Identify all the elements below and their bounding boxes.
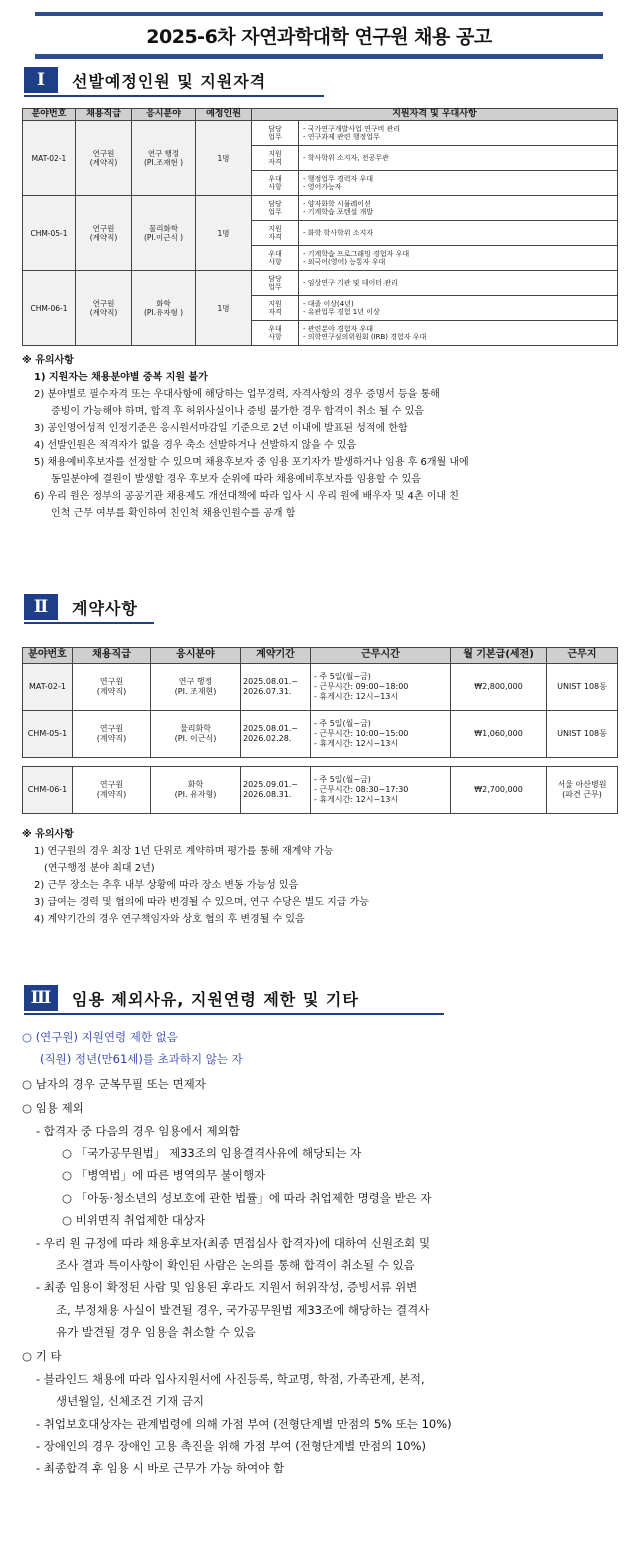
item-detail-line: - 기계학습 포텐셜 개발 [303,208,374,217]
pay-text: ₩2,800,000 [474,682,523,691]
code-cell [23,196,76,271]
code-cell [23,711,73,758]
pay-cell [451,664,547,711]
rank-cell [73,711,151,758]
th-place: 근무지 [547,648,618,664]
place-line1: UNIST 108동 [557,729,607,738]
section3-title: 임용 제외사유, 지원연령 제한 및 기타 [72,989,359,1009]
item-label-line2: 업무 [268,208,282,217]
count-cell [196,121,252,196]
section2-title: 계약사항 [72,598,138,618]
item-label-cell [252,321,299,346]
contract-row [23,767,618,814]
hours-line: - 주 5일(월~금) [314,672,371,681]
item-detail-line: - 유관업무 경험 1년 이상 [303,308,380,317]
item-detail-cell [299,146,618,171]
field-line1: 물리화학 [180,724,211,733]
rank-line2: (계약직) [96,687,127,696]
rank-line1: 연구원 [99,780,124,789]
field-line1: 화학 [187,780,204,789]
code-cell-text: MAT-02-1 [31,153,67,163]
rank-line1: 연구원 [99,677,124,686]
section1-title: 선발예정인원 및 지원자격 [72,71,267,91]
item-label-line2: 업무 [268,283,282,292]
item-detail-cell [299,296,618,321]
item-detail-line: - 연구과제 관련 행정업무 [303,133,380,142]
row-gap [23,758,618,767]
note-item: 3) 급여는 경력 및 협의에 따라 변경될 수 있으며, 연구 수당은 별도 지급 가능 [34,897,369,908]
pay-text: ₩2,700,000 [474,785,523,794]
age-limit-researcher: ○ (연구원) 지원연령 제한 없음 [22,1030,178,1044]
item-label-line1: 담당 [268,199,282,208]
item-detail-cell [299,246,618,271]
notes-heading: ※ 유의사항 [22,829,74,840]
place-cell [547,664,618,711]
th-period: 계약기간 [241,648,311,664]
item-label-line1: 지원 [268,299,282,308]
item-detail-cell [299,171,618,196]
period-start: 2025.08.01.~ [243,724,299,733]
item-label-cell [252,121,299,146]
hours-line: - 주 5일(월~금) [314,775,371,784]
item-label-cell [252,271,299,296]
field-cell [132,196,196,271]
exclusion-paragraph: - 우리 원 규정에 따라 채용후보자(최종 면접심사 합격자)에 대하여 신원조회 및 [36,1235,431,1250]
pay-cell [451,767,547,814]
item-detail-line: - 국가연구개발사업 연구비 관리 [303,124,401,133]
contract-row [23,711,618,758]
section1-heading [24,67,266,93]
count-cell-text: 1명 [217,153,230,163]
period-start: 2025.08.01.~ [243,677,299,686]
exclusion-item: ○ 비위면직 취업제한 대상자 [62,1213,206,1228]
hours-line: - 휴게시간: 12시~13시 [314,795,399,804]
item-label-line2: 사항 [268,333,282,342]
th-rank: 채용직급 [76,109,132,121]
row-gap-cell [23,758,618,767]
field-cell [151,664,241,711]
note-item: 4) 계약기간의 경우 연구책임자와 상호 협의 후 변경될 수 있음 [34,914,305,925]
count-cell [196,271,252,346]
th-field: 응시분야 [151,648,241,664]
exclusion-paragraph-cont: 조사 결과 특이사항이 확인된 사람은 논의를 통해 합격이 취소될 수 있음 [56,1257,415,1272]
selection-row [23,271,618,296]
section1-notes [22,352,622,522]
th-count: 예정인원 [196,109,252,121]
item-label-line2: 사항 [268,183,282,192]
field-cell-line2: (PI.조재현 ) [143,158,184,168]
section3-body [22,1022,622,1478]
period-end: 2026.08.31. [243,790,292,799]
item-label-cell [252,221,299,246]
count-cell-text: 1명 [217,303,230,313]
item-detail-line: - 영어가능자 [303,183,342,192]
contract-table [22,647,618,814]
rank-cell [76,196,132,271]
code-cell-text: CHM-06-1 [30,303,68,313]
th-hours: 근무시간 [311,648,451,664]
selection-table [22,108,618,346]
hours-cell [311,664,451,711]
item-detail-line: - 의학연구심의위원회 (IRB) 경험자 우대 [303,333,427,342]
item-detail-cell [299,121,618,146]
hours-line: - 근무시간: 09:00~18:00 [314,682,409,691]
section1-underline [24,95,324,97]
note-item: 6) 우리 원은 정부의 공공기관 채용제도 개선대책에 따라 입사 시 우리 원에 배우자 및 4촌 이내 친 [34,491,459,502]
rank-cell-line1: 연구원 [92,148,115,158]
code-cell-text: CHM-05-1 [27,729,68,738]
rank-cell-line2: (계약직) [89,158,118,168]
note-item: 인척 근무 여부를 확인하여 친인척 채용인원수를 공개 함 [51,508,296,519]
hours-line: - 근무시간: 10:00~15:00 [314,729,409,738]
hours-line: - 주 5일(월~금) [314,719,371,728]
section2-heading [24,594,138,620]
item-label-cell [252,296,299,321]
title-block [35,12,603,59]
item-label-line2: 업무 [268,133,282,142]
exclusion-paragraph-cont: 유가 발견될 경우 임용을 취소할 수 있음 [56,1325,256,1340]
contract-row [23,664,618,711]
hours-line: - 휴게시간: 12시~13시 [314,692,399,701]
hours-line: - 근무시간: 08:30~17:30 [314,785,409,794]
pay-text: ₩1,060,000 [474,729,523,738]
note-item: 동일분야에 결원이 발생할 경우 후보자 순위에 따라 채용예비후보자를 임용할 수 있음 [51,474,421,485]
place-line1: 서울 아산병원 [557,780,607,789]
count-cell-text: 1명 [217,228,230,238]
item-label-line1: 지원 [268,224,282,233]
rank-cell-line1: 연구원 [92,298,115,308]
exclusion-paragraph-cont: 조, 부정채용 사실이 발견될 경우, 국가공무원법 제33조에 해당하는 결격사 [56,1302,430,1317]
page-title: 2025-6차 자연과학대학 연구원 채용 공고 [146,26,492,48]
hours-cell [311,767,451,814]
section3-underline [24,1013,444,1015]
item-label-line2: 사항 [268,258,282,267]
section3-heading [24,985,359,1011]
hours-cell [311,711,451,758]
item-label-line1: 담당 [268,274,282,283]
exclusion-paragraph: - 최종 임용이 확정된 사람 및 임용된 후라도 지원서 허위작성, 증빙서류 위변 [36,1280,418,1295]
pay-cell [451,711,547,758]
section2-notes [22,826,622,928]
period-cell [241,767,311,814]
etc-item: - 취업보호대상자는 관계법령에 의해 가점 부여 (전형단계별 만점의 5% 또는 10%) [36,1416,452,1431]
rank-line2: (계약직) [96,790,127,799]
note-item: 3) 공인영어성적 인정기준은 응시원서마감일 기준으로 2년 이내에 발표된 성적에 한함 [34,423,408,434]
code-cell-text: MAT-02-1 [29,682,66,691]
rank-cell-line2: (계약직) [89,233,118,243]
item-detail-line: - 양자화학 시뮬레이션 [303,199,371,208]
rank-line2: (계약직) [96,734,127,743]
rank-cell [76,121,132,196]
field-cell-line1: 물리화학 [149,223,178,233]
section1-number: Ⅰ [24,67,58,93]
period-end: 2026.02.28. [243,734,292,743]
item-label-cell [252,171,299,196]
period-cell [241,711,311,758]
code-cell [23,664,73,711]
rank-cell [73,767,151,814]
item-label-line1: 담당 [268,124,282,133]
item-detail-cell [299,221,618,246]
item-label-cell [252,196,299,221]
field-cell [132,121,196,196]
item-label-line1: 지원 [268,149,282,158]
item-detail-cell [299,271,618,296]
item-detail-line: - 대졸 이상(4년) [303,299,354,308]
place-line1: UNIST 108동 [557,682,607,691]
rank-cell [76,271,132,346]
field-cell-line2: (PI.이근식 ) [143,233,184,243]
field-cell [151,711,241,758]
field-cell [151,767,241,814]
hours-line: - 휴게시간: 12시~13시 [314,739,399,748]
selection-row [23,196,618,221]
item-label-line2: 자격 [268,158,282,167]
rank-cell-line2: (계약직) [89,308,118,318]
item-detail-line: - 화학 학사학위 소지자 [303,228,374,237]
item-label-cell [252,246,299,271]
field-line2: (PI. 유자형) [174,790,217,799]
title-bottom-bar [35,54,603,59]
etc-item: - 블라인드 채용에 따라 입사지원서에 사진등록, 학교명, 학점, 가족관계, 본적, [36,1371,425,1386]
exclusion-heading: ○ 임용 제외 [22,1101,84,1116]
item-detail-cell [299,196,618,221]
section2-number: Ⅱ [24,594,58,620]
th-code: 분야번호 [23,109,76,121]
item-detail-line: - 기계학습 프로그래밍 경험자 우대 [303,249,410,258]
item-detail-line: - 임상연구 기관 및 데이터 관리 [303,278,398,287]
field-cell-line1: 연구 행정 [147,148,180,158]
code-cell-text: CHM-05-1 [30,228,68,238]
selection-row [23,121,618,146]
item-label-line1: 우대 [268,249,282,258]
note-item: 1) 연구원의 경우 최장 1년 단위로 계약하며 평가를 통해 재계약 가능 [34,846,334,857]
th-rank: 채용직급 [73,648,151,664]
code-cell [23,121,76,196]
selection-table-header [23,109,618,121]
section2-underline [24,622,154,624]
note-item: 1) 지원자는 채용분야별 중복 지원 불가 [34,372,208,383]
item-label-line1: 우대 [268,174,282,183]
period-cell [241,664,311,711]
th-qualifications: 지원자격 및 우대사항 [252,109,618,121]
note-item: 4) 선발인원은 적격자가 없을 경우 축소 선발하거나 선발하지 않을 수 있음 [34,440,357,451]
contract-table-header [23,648,618,664]
note-item: 5) 채용예비후보자를 선정할 수 있으며 채용후보자 중 임용 포기자가 발생하거나 임용 후 6개월 내에 [34,457,469,468]
field-line2: (PI. 이근식) [174,734,217,743]
rank-cell-line1: 연구원 [92,223,115,233]
field-cell-line1: 화학 [156,298,171,308]
code-cell [23,767,73,814]
th-code: 분야번호 [23,648,73,664]
rank-line1: 연구원 [99,724,124,733]
field-cell [132,271,196,346]
etc-item: - 최종합격 후 임용 시 바로 근무가 가능 하여야 함 [36,1461,285,1476]
section3-number: Ⅲ [24,985,58,1011]
place-cell [547,767,618,814]
item-detail-line: - 행정업무 경력자 우대 [303,174,374,183]
item-detail-line: - 학사학위 소지자, 전공무관 [303,153,389,162]
military-requirement: ○ 남자의 경우 군복무필 또는 면제자 [22,1076,206,1091]
item-label-cell [252,146,299,171]
field-line1: 연구 행정 [178,677,213,686]
note-item: 증빙이 가능해야 하며, 합격 후 허위사실이나 증빙 불가한 경우 합격이 취소 될 수 있음 [51,406,424,417]
note-item: (연구행정 분야 최대 2년) [44,863,155,874]
item-detail-cell [299,321,618,346]
item-detail-line: - 관련분야 경험자 우대 [303,324,374,333]
etc-item-cont: 생년월일, 신체조건 기재 금지 [56,1394,204,1409]
note-item: 2) 근무 장소는 추후 내부 상황에 따라 장소 변동 가능성 있음 [34,880,299,891]
place-cell [547,711,618,758]
notes-heading: ※ 유의사항 [22,355,74,366]
exclusion-item: ○ 「병역법」에 따른 병역의무 불이행자 [62,1168,266,1183]
field-cell-line2: (PI.유자형 ) [143,308,184,318]
age-limit-staff: (직원) 정년(만61세)를 초과하지 않는 자 [40,1052,243,1067]
etc-heading: ○ 기 타 [22,1349,62,1364]
etc-item: - 장애인의 경우 장애인 고용 촉진을 위해 가점 부여 (전형단계별 만점의 10%) [36,1439,426,1454]
exclusion-intro: - 합격자 중 다음의 경우 임용에서 제외함 [36,1123,240,1138]
item-label-line2: 자격 [268,233,282,242]
exclusion-item: ○ 「국가공무원법」 제33조의 임용결격사유에 해당되는 자 [62,1145,362,1160]
item-label-line1: 우대 [268,324,282,333]
place-line2: (파견 근무) [562,790,602,799]
rank-cell [73,664,151,711]
note-item: 2) 분야별로 필수자격 또는 우대사항에 해당하는 업무경력, 자격사항의 경우 증명서 등을 통해 [34,389,440,400]
th-pay: 월 기본급(세전) [451,648,547,664]
item-detail-line: - 외국어(영어) 능통자 우대 [303,258,386,267]
period-start: 2025.09.01.~ [243,780,299,789]
exclusion-item: ○ 「아동·청소년의 성보호에 관한 법률」에 따라 취업제한 명령을 받은 자 [62,1190,432,1205]
code-cell [23,271,76,346]
field-line2: (PI. 조재현) [174,687,217,696]
count-cell [196,196,252,271]
code-cell-text: CHM-06-1 [27,785,68,794]
period-end: 2026.07.31. [243,687,292,696]
item-label-line2: 자격 [268,308,282,317]
th-field: 응시분야 [132,109,196,121]
